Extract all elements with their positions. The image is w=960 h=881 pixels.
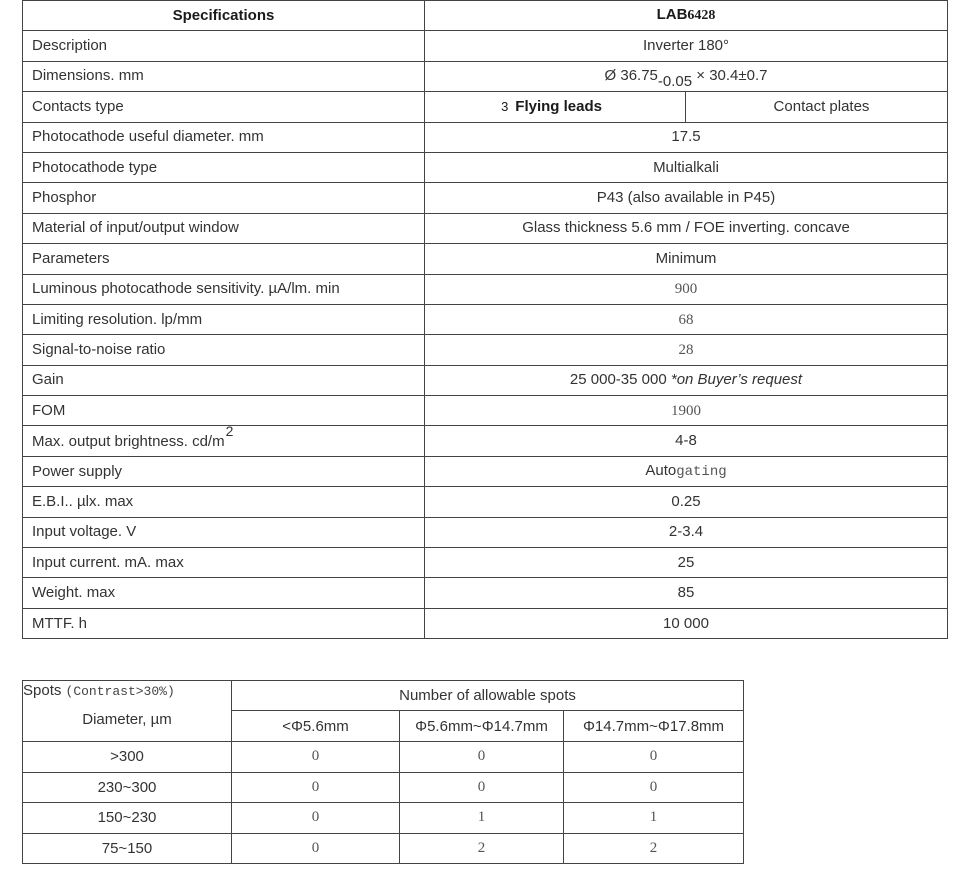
row-label: Contacts type [23, 92, 425, 122]
spots-title-text: Spots [23, 682, 62, 699]
row-value: 1900 [425, 396, 948, 426]
power-supply-value [425, 456, 948, 486]
row-value: Minimum [425, 244, 948, 274]
spec-header-model [425, 1, 948, 31]
row-value: 25 [425, 548, 948, 578]
spot-count: 0 [564, 772, 744, 803]
row-label: MTTF. h [23, 608, 425, 638]
table-row [23, 61, 948, 91]
table-row [23, 396, 948, 426]
power-supply-gating: gating [676, 464, 727, 481]
spots-title [23, 682, 231, 699]
table-row [23, 31, 948, 61]
contacts-option-a-number: 3 [501, 98, 509, 114]
table-row [23, 335, 948, 365]
model-number: 6428 [687, 8, 716, 24]
table-row [23, 426, 948, 456]
row-label: Power supply [23, 456, 425, 486]
allowable-spots-header: Number of allowable spots [232, 681, 744, 711]
dimensions-value [425, 61, 948, 91]
brightness-label [23, 422, 425, 456]
spot-diameter: 75~150 [23, 833, 232, 864]
spot-diameter: 230~300 [23, 772, 232, 803]
row-value: 4-8 [425, 426, 948, 456]
table-row [23, 274, 948, 304]
row-value: 0.25 [425, 487, 948, 517]
table-row [23, 244, 948, 274]
zone-header: Φ5.6mm~Φ14.7mm [400, 711, 564, 742]
row-label: Weight. max [23, 578, 425, 608]
table-row [23, 608, 948, 638]
spot-count: 0 [232, 742, 400, 773]
spot-count: 2 [564, 833, 744, 864]
table-row [23, 152, 948, 182]
power-supply-auto: Auto [645, 462, 677, 480]
row-label: Limiting resolution. lp/mm [23, 304, 425, 334]
row-label: Description [23, 31, 425, 61]
row-label: Photocathode useful diameter. mm [23, 122, 425, 152]
spot-count: 1 [564, 803, 744, 834]
table-row [23, 92, 948, 122]
row-value: 85 [425, 578, 948, 608]
spot-count: 0 [232, 803, 400, 834]
row-value: Glass thickness 5.6 mm / FOE inverting. concave [425, 213, 948, 243]
contacts-option-a-label: Flying leads [515, 97, 602, 115]
spots-corner-cell [23, 681, 232, 742]
row-label: Phosphor [23, 183, 425, 213]
spot-count: 0 [400, 772, 564, 803]
row-value: Inverter 180° [425, 31, 948, 61]
table-row [23, 456, 948, 486]
row-value: 68 [425, 304, 948, 334]
row-label: Material of input/output window [23, 213, 425, 243]
table-row [23, 517, 948, 547]
row-value: Multialkali [425, 152, 948, 182]
specifications-table [22, 0, 948, 639]
spot-count: 1 [400, 803, 564, 834]
spec-header-row [23, 1, 948, 31]
row-value: 17.5 [425, 122, 948, 152]
dimension-main: Ø 36.75 [604, 67, 658, 85]
spot-count: 2 [400, 833, 564, 864]
table-row [23, 833, 744, 864]
row-value: P43 (also available in P45) [425, 183, 948, 213]
row-label: Dimensions. mm [23, 61, 425, 91]
row-label: Parameters [23, 244, 425, 274]
gain-range: 25 000-35 000 [569, 371, 667, 389]
table-row [23, 772, 744, 803]
spot-diameter: >300 [23, 742, 232, 773]
row-label: Max. output brightness. cd/m [32, 432, 225, 450]
row-label: FOM [23, 396, 425, 426]
spots-contrast-condition: (Contrast>30%) [65, 684, 175, 699]
table-row [23, 742, 744, 773]
spot-diameter: 150~230 [23, 803, 232, 834]
contacts-type-value [425, 92, 948, 122]
table-row [23, 183, 948, 213]
dimension-rest: × 30.4±0.7 [692, 67, 768, 85]
spot-count: 0 [232, 772, 400, 803]
row-label: Input voltage. V [23, 517, 425, 547]
row-label: Signal-to-noise ratio [23, 335, 425, 365]
gain-value [425, 365, 948, 395]
table-row [23, 304, 948, 334]
row-label: Input current. mA. max [23, 548, 425, 578]
spot-count: 0 [400, 742, 564, 773]
spot-count: 0 [564, 742, 744, 773]
model-prefix: LAB [656, 6, 688, 24]
contacts-option-b: Contact plates [773, 97, 870, 115]
table-row [23, 803, 744, 834]
contacts-split [425, 92, 947, 121]
table-row [23, 578, 948, 608]
unit-superscript: 2 [225, 422, 234, 439]
table-row [23, 487, 948, 517]
row-label: E.B.I.. µlx. max [23, 487, 425, 517]
diameter-header: Diameter, µm [82, 711, 172, 728]
row-value: 2-3.4 [425, 517, 948, 547]
zone-header: <Φ5.6mm [232, 711, 400, 742]
row-value: 10 000 [425, 608, 948, 638]
contacts-option-a [425, 92, 686, 121]
row-label: Gain [23, 365, 425, 395]
table-row [23, 365, 948, 395]
table-row [23, 213, 948, 243]
table-row [23, 122, 948, 152]
row-value: 900 [425, 274, 948, 304]
spec-header-label: Specifications [23, 1, 425, 31]
dimension-tolerance: -0.05 [657, 73, 693, 91]
zone-header: Φ14.7mm~Φ17.8mm [564, 711, 744, 742]
spot-count: 0 [232, 833, 400, 864]
row-label: Photocathode type [23, 152, 425, 182]
spots-table [22, 680, 744, 864]
spots-header-row [23, 681, 744, 711]
row-value: 28 [425, 335, 948, 365]
row-label: Luminous photocathode sensitivity. µA/lm. min [23, 274, 425, 304]
gain-note: *on Buyer’s request [670, 371, 803, 389]
table-row [23, 548, 948, 578]
